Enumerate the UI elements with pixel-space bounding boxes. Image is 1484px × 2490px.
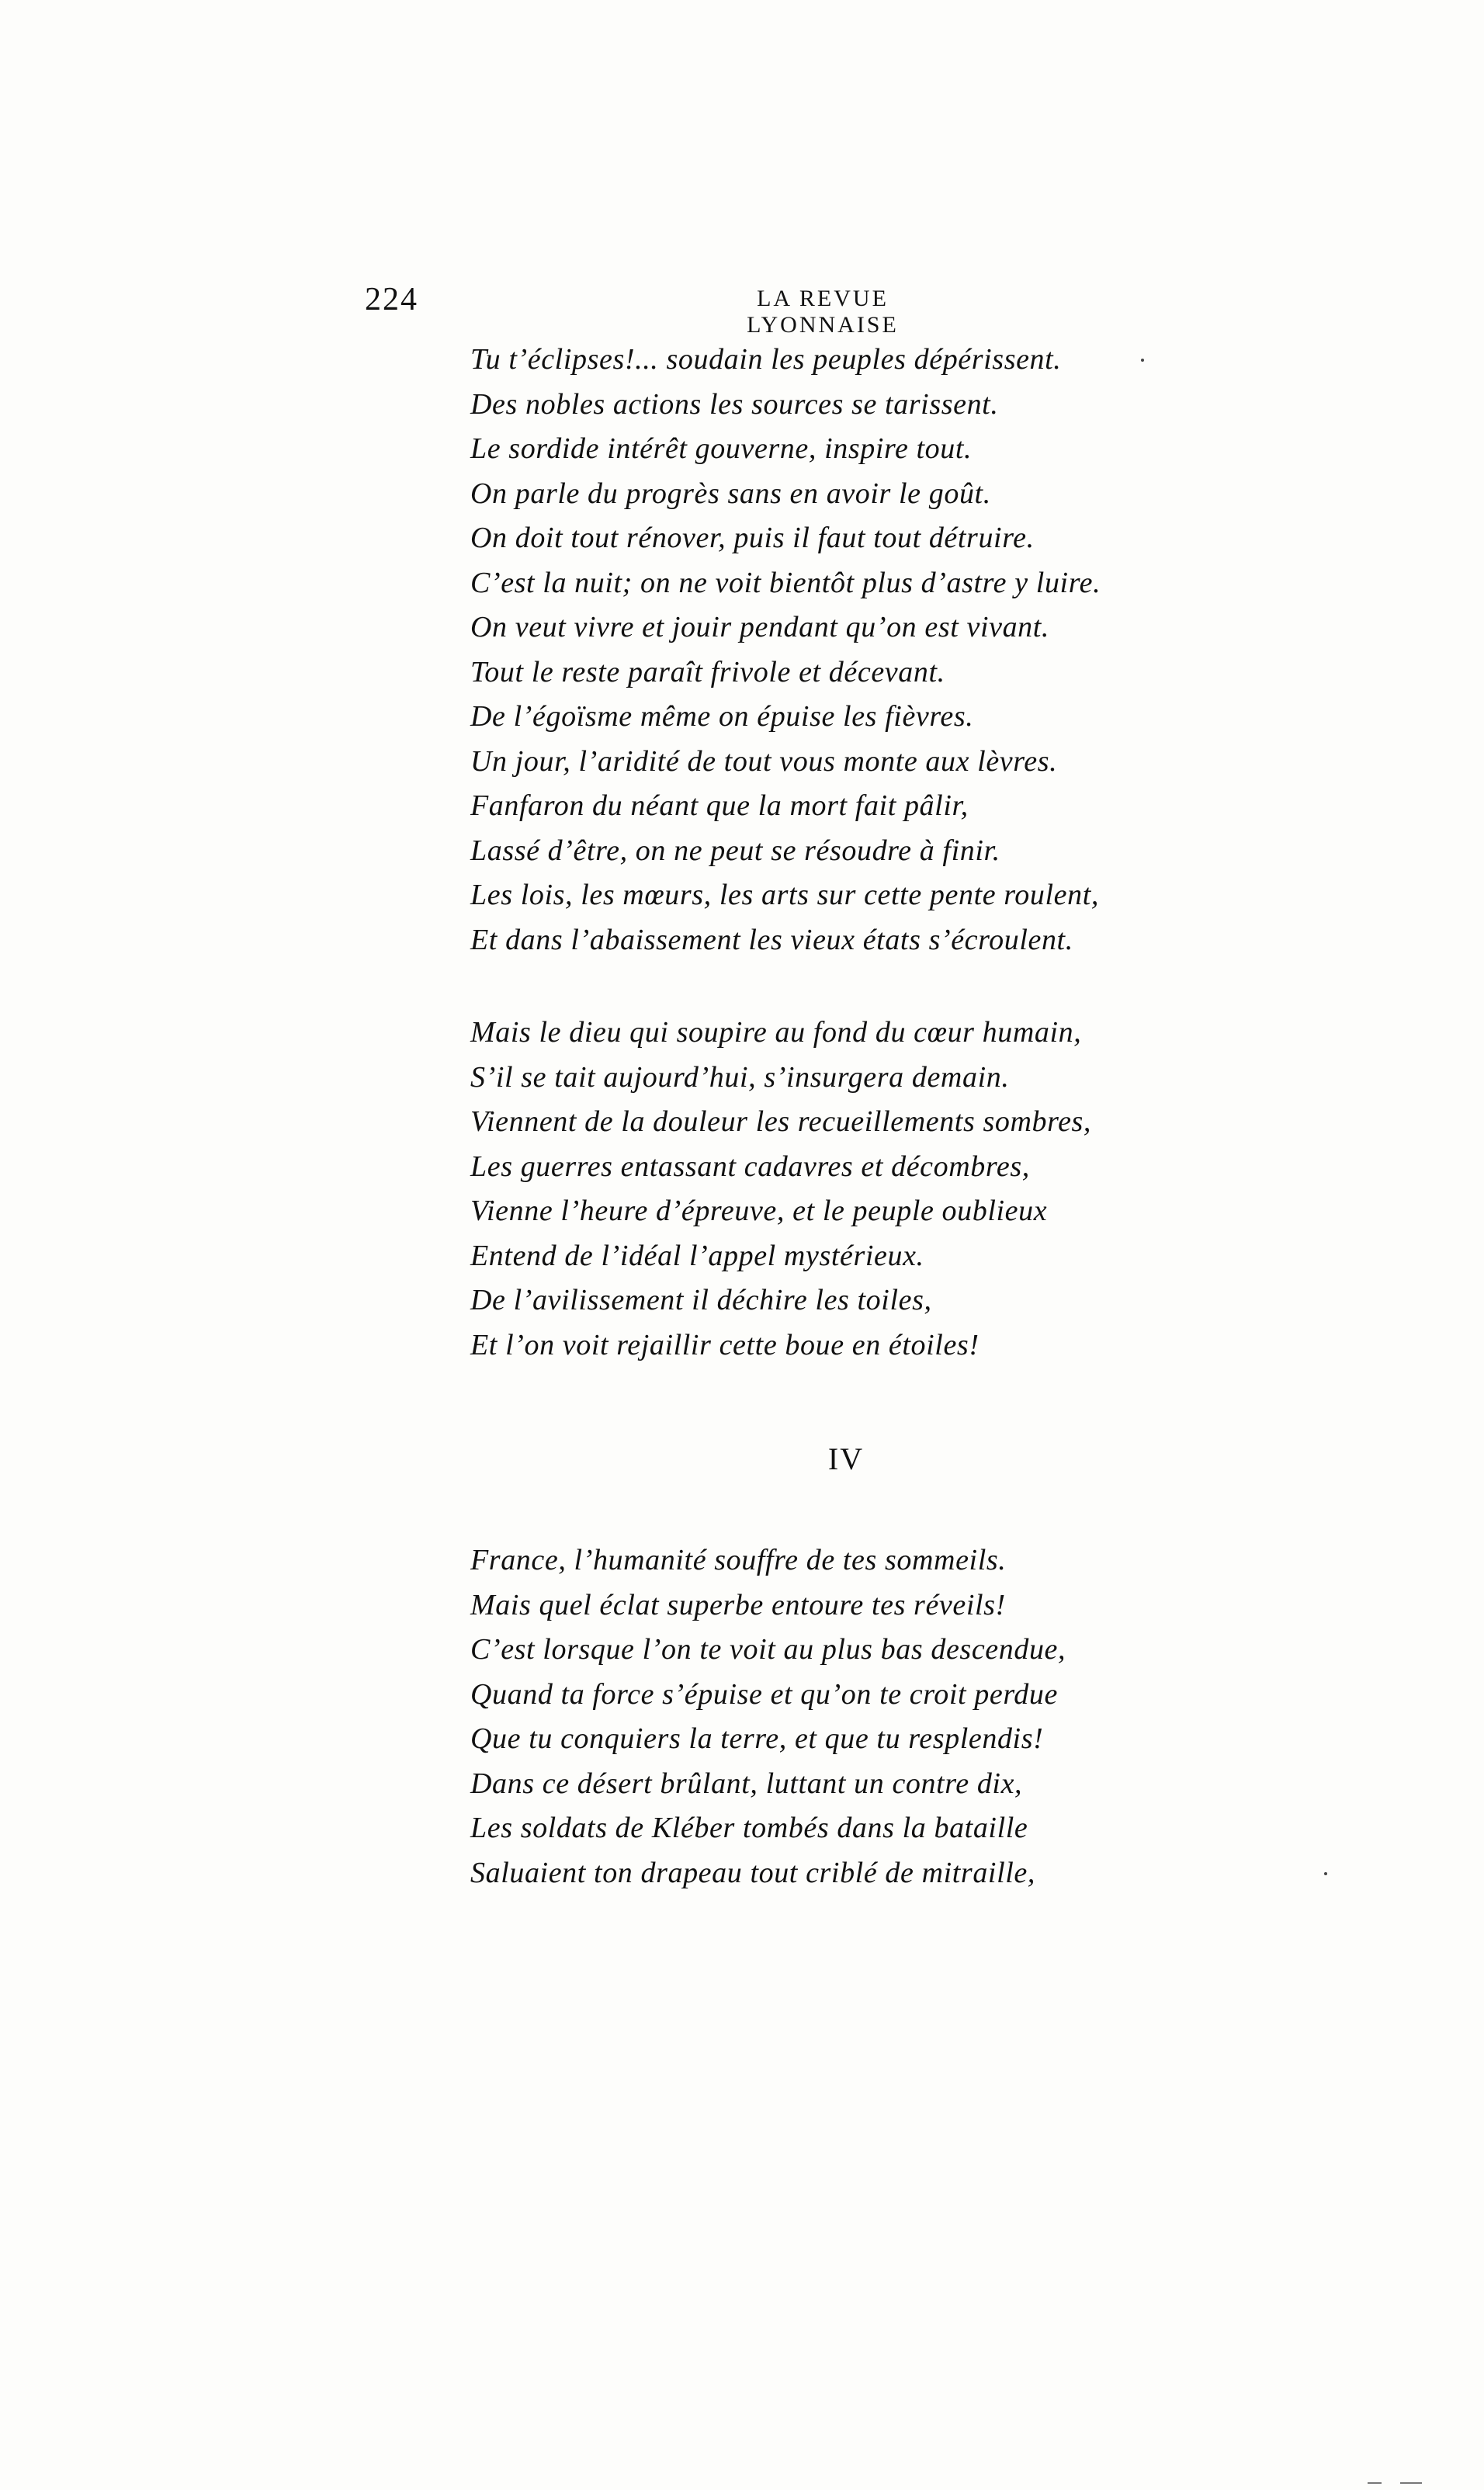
running-title: LA REVUE LYONNAISE: [747, 286, 899, 338]
verse-line: C’est lorsque l’on te voit au plus bas descendue,: [470, 1633, 1066, 1666]
verse-line: Lassé d’être, on ne peut se résoudre à finir.: [470, 834, 1000, 867]
stanza-2: [470, 1011, 1091, 1368]
verse-line: Viennent de la douleur les recueillements sombres,: [470, 1105, 1092, 1138]
verse-line: Tu t’éclipses!... soudain les peuples dépérissent.: [470, 343, 1062, 376]
verse-line: Et dans l’abaissement les vieux états s’écroulent.: [470, 923, 1073, 956]
stanza-1: [470, 338, 1101, 962]
verse-line: Vienne l’heure d’épreuve, et le peuple oublieux: [470, 1195, 1048, 1227]
verse-line: Des nobles actions les sources se tarissent.: [470, 387, 999, 421]
verse-line: Et l’on voit rejaillir cette boue en étoiles!: [470, 1328, 980, 1361]
scan-speck: [1324, 1872, 1327, 1875]
verse-line: Les soldats de Kléber tombés dans la bataille: [470, 1812, 1028, 1844]
scan-mark: [1400, 2482, 1422, 2484]
verse-line: Le sordide intérêt gouverne, inspire tout.: [470, 432, 973, 465]
verse-line: S’il se tait aujourd’hui, s’insurgera demain.: [470, 1060, 1010, 1094]
section-numeral: IV: [827, 1441, 865, 1476]
verse-line: De l’avilissement il déchire les toiles,: [470, 1284, 932, 1316]
verse-line: Mais le dieu qui soupire au fond du cœur humain,: [470, 1016, 1082, 1049]
verse-line: Fanfaron du néant que la mort fait pâlir,: [470, 789, 969, 822]
verse-line: Un jour, l’aridité de tout vous monte aux lèvres.: [470, 744, 1058, 778]
scan-mark: [1368, 2482, 1382, 2484]
verse-line: Mais quel éclat superbe entoure tes réveils!: [470, 1588, 1006, 1621]
verse-line: De l’égoïsme même on épuise les fièvres.: [470, 700, 974, 733]
verse-line: Que tu conquiers la terre, et que tu resplendis!: [470, 1722, 1044, 1755]
verse-line: France, l’humanité souffre de tes sommeils.: [470, 1544, 1007, 1576]
verse-line: C’est la nuit; on ne voit bientôt plus d’astre y luire.: [470, 566, 1101, 599]
verse-line: Saluaient ton drapeau tout criblé de mitraille,: [470, 1856, 1035, 1889]
verse-line: On parle du progrès sans en avoir le goût.: [470, 477, 991, 510]
verse-line: Les guerres entassant cadavres et décombres,: [470, 1150, 1030, 1183]
verse-line: On doit tout rénover, puis il faut tout détruire.: [470, 522, 1035, 554]
scan-speck: [1141, 359, 1144, 362]
verse-line: Tout le reste paraît frivole et décevant.: [470, 655, 945, 688]
verse-line: Dans ce désert brûlant, luttant un contre dix,: [470, 1767, 1023, 1800]
verse-line: Les lois, les mœurs, les arts sur cette pente roulent,: [470, 879, 1099, 911]
stanza-3: [470, 1538, 1066, 1895]
verse-line: Quand ta force s’épuise et qu’on te croit perdue: [470, 1677, 1058, 1711]
page-number: 224: [365, 282, 418, 317]
verse-line: Entend de l’idéal l’appel mystérieux.: [470, 1239, 924, 1272]
verse-line: On veut vivre et jouir pendant qu’on est vivant.: [470, 611, 1050, 643]
